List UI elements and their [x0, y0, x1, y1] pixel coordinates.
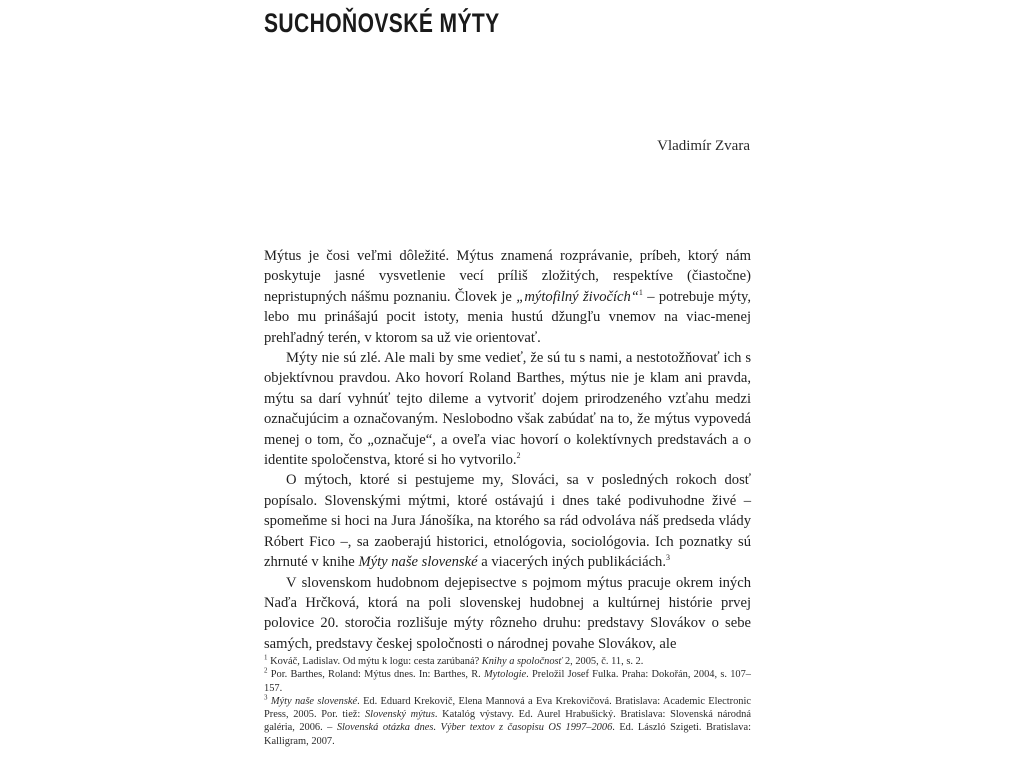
paragraph-2	[264, 348, 751, 470]
footnote-ref-3: 3	[666, 553, 670, 563]
footnote-1-text-b: 2, 2005, č. 11, s. 2.	[562, 656, 644, 667]
paragraph-1-text-a: Mýtus je čosi veľmi dôležité. Mýtus znamená rozprávanie, príbeh, ktorý nám poskytuje jasné vysvetlenie vecí príliš zložitých, respektíve (čiastočne) nepristupných nášmu poznaniu. Človek je	[264, 248, 751, 305]
footnote-1-text-a: Kováč, Ladislav. Od mýtu k logu: cesta zarúbaná?	[267, 656, 482, 667]
author-name: Vladimír Zvara	[657, 138, 750, 154]
footnote-2-emphasis: Mytologie	[484, 669, 527, 681]
footnote-1-emphasis: Knihy a spoločnosť	[481, 656, 563, 667]
footnote-2-number: 2	[264, 666, 268, 675]
paragraph-3	[264, 470, 751, 572]
footnote-3-emphasis-2: Slovenský mýtus	[364, 709, 435, 721]
footnote-1-number: 1	[264, 653, 268, 662]
footnote-3	[264, 695, 751, 748]
paragraph-3-emphasis: Mýty naše slovenské	[358, 554, 478, 571]
footnote-1	[264, 655, 751, 668]
footnote-2-text-a: Por. Barthes, Roland: Mýtus dnes. In: Barthes, R.	[267, 669, 485, 681]
footnote-3-text-b: . Katalóg výstavy. Ed. Aurel Hrabušický. Bratislava: Slovenská národná galéria, 2006. –	[264, 709, 751, 734]
paragraph-1-text-b: – potrebuje mýty, lebo mu prinášajú pocit istoty, menia hustú džungľu vnemov na viac-menej prehľadný terén, v ktorom sa už vie orientovať.	[264, 288, 751, 346]
footnote-3-emphasis-3: Slovenská otázka dnes. Výber textov z časopisu OS 1997–2006	[336, 722, 613, 734]
paragraph-1	[264, 246, 751, 348]
footnote-ref-2: 2	[516, 451, 521, 461]
footnote-ref-1: 1	[638, 287, 643, 297]
footnote-3-emphasis-1: Mýty naše slovenské	[270, 695, 358, 707]
paragraph-2-text: Mýty nie sú zlé. Ale mali by sme vedieť, že sú tu s nami, a nestotožňovať ich s objektívnou pravdou. Ako hovorí Roland Barthes, mýtus nie je klam ani pravda, mýtu sa darí vyhnúť tejto dileme a vytvoriť dojem prirodzeného vzťahu medzi označujúcim a označovaným. Neslobodno však zabúdať na to, že mýtus vypovedá menej o tom, čo „označuje“, a oveľa viac hovorí o kolektívnych predstavách a o identite spoločenstva, ktoré si ho vytvorilo.	[264, 350, 751, 469]
paragraph-1-emphasis: „mýtofilný živočích“	[516, 288, 639, 305]
paragraph-4	[264, 573, 751, 655]
footnote-2-text-b: . Preložil Josef Fulka. Praha: Dokořán, 2004, s. 107–157.	[264, 669, 751, 694]
page-title: SUCHOŇOVSKÉ MÝTY	[264, 8, 500, 38]
paragraph-3-text-b: a viacerých iných publikáciách.	[477, 554, 666, 571]
footnote-3-text-c: . Ed. László Szigeti. Bratislava: Kalligram, 2007.	[264, 722, 751, 747]
footnote-2	[264, 668, 751, 695]
paragraph-4-text: V slovenskom hudobnom dejepisectve s pojmom mýtus pracuje okrem iných Naďa Hrčková, ktorá na poli slovenskej hudobnej a kultúrnej histórie prvej polovice 20. storočia rozlišuje mýty rôzneho druhu: predstavy Slovákov o sebe samých, predstavy českej spoločnosti o národnej povahe Slovákov, ale	[264, 574, 751, 652]
footnote-3-number: 3	[264, 693, 268, 702]
footnote-3-text-a: . Ed. Eduard Krekovič, Elena Mannová a Eva Krekovičová. Bratislava: Academic Electronic Press, 2005. Por. tiež:	[264, 695, 751, 721]
footnotes	[264, 655, 751, 748]
body-text	[264, 246, 751, 654]
paragraph-3-text-a: O mýtoch, ktoré si pestujeme my, Slováci, sa v posledných rokoch dosť popísalo. Slovenskými mýtmi, ktoré ostávajú i dnes také podivuhodne živé – spomeňme si hoci na Jura Jánošíka, na ktorého sa rád odvoláva náš predseda vlády Róbert Fico –, sa zaoberajú historici, etnológovia, sociológovia. Ich poznatky sú zhrnuté v knihe	[264, 472, 751, 571]
